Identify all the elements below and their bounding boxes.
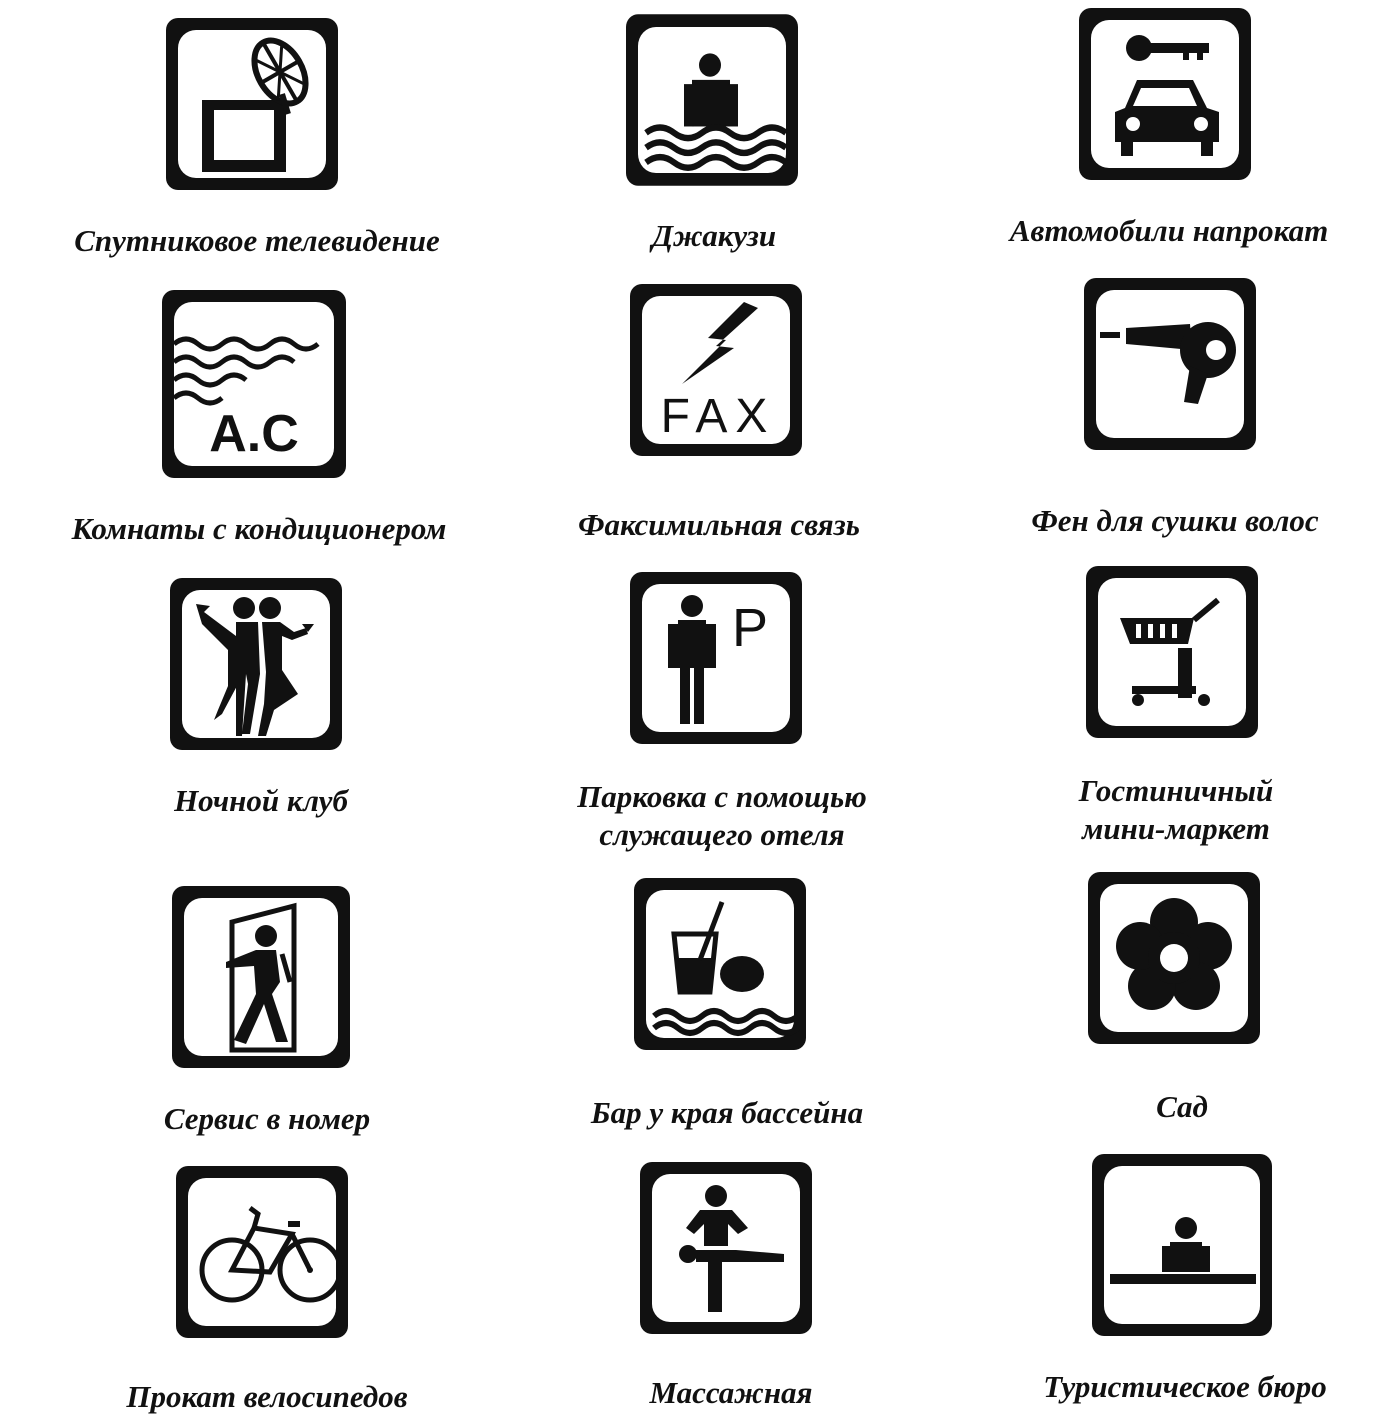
label-valet-parking (492, 778, 952, 854)
label-line: мини-маркет (1082, 811, 1270, 846)
hair-dryer-icon (1080, 274, 1260, 454)
icon-text-fax: FAX (660, 390, 776, 443)
label-hair-dryer: Фен для сушки волос (1031, 503, 1319, 538)
tourist-bureau-icon (1088, 1150, 1276, 1340)
garden-icon (1084, 868, 1264, 1048)
label-car-rental: Автомобили напрокат (1009, 213, 1329, 248)
car-rental-icon (1075, 4, 1255, 184)
bicycle-rental-icon (172, 1162, 352, 1342)
label-jacuzzi: Джакузи (651, 218, 777, 253)
air-conditioning-icon (158, 286, 350, 482)
label-room-service: Сервис в номер (163, 1101, 371, 1136)
satellite-tv-icon (162, 14, 342, 194)
pool-bar-icon (630, 874, 810, 1054)
label-line: служащего отеля (599, 817, 845, 852)
label-fax: Факсимильная связь (578, 507, 860, 542)
label-line: Парковка с помощью (577, 779, 867, 814)
massage-icon (636, 1158, 816, 1338)
label-line: Гостиничный (1078, 773, 1274, 808)
mini-market-icon (1082, 562, 1262, 742)
label-garden: Сад (1156, 1089, 1208, 1124)
label-bicycle-rental: Прокат велосипедов (126, 1379, 408, 1414)
night-club-icon (166, 574, 346, 754)
label-massage: Массажная (649, 1375, 813, 1410)
label-tourist-bureau: Туристическое бюро (1043, 1369, 1327, 1404)
room-service-icon (168, 882, 354, 1072)
label-night-club: Ночной клуб (174, 783, 348, 818)
label-air-conditioning: Комнаты с кондиционером (71, 511, 447, 546)
label-mini-market (946, 772, 1387, 848)
fax-icon (626, 280, 806, 460)
jacuzzi-icon (622, 10, 802, 190)
label-satellite-tv: Спутниковое телевидение (74, 223, 440, 258)
icon-text-p: P (731, 598, 769, 658)
valet-parking-icon (626, 568, 806, 748)
icon-text-ac: A.C (209, 405, 299, 463)
label-pool-bar: Бар у края бассейна (590, 1095, 864, 1130)
